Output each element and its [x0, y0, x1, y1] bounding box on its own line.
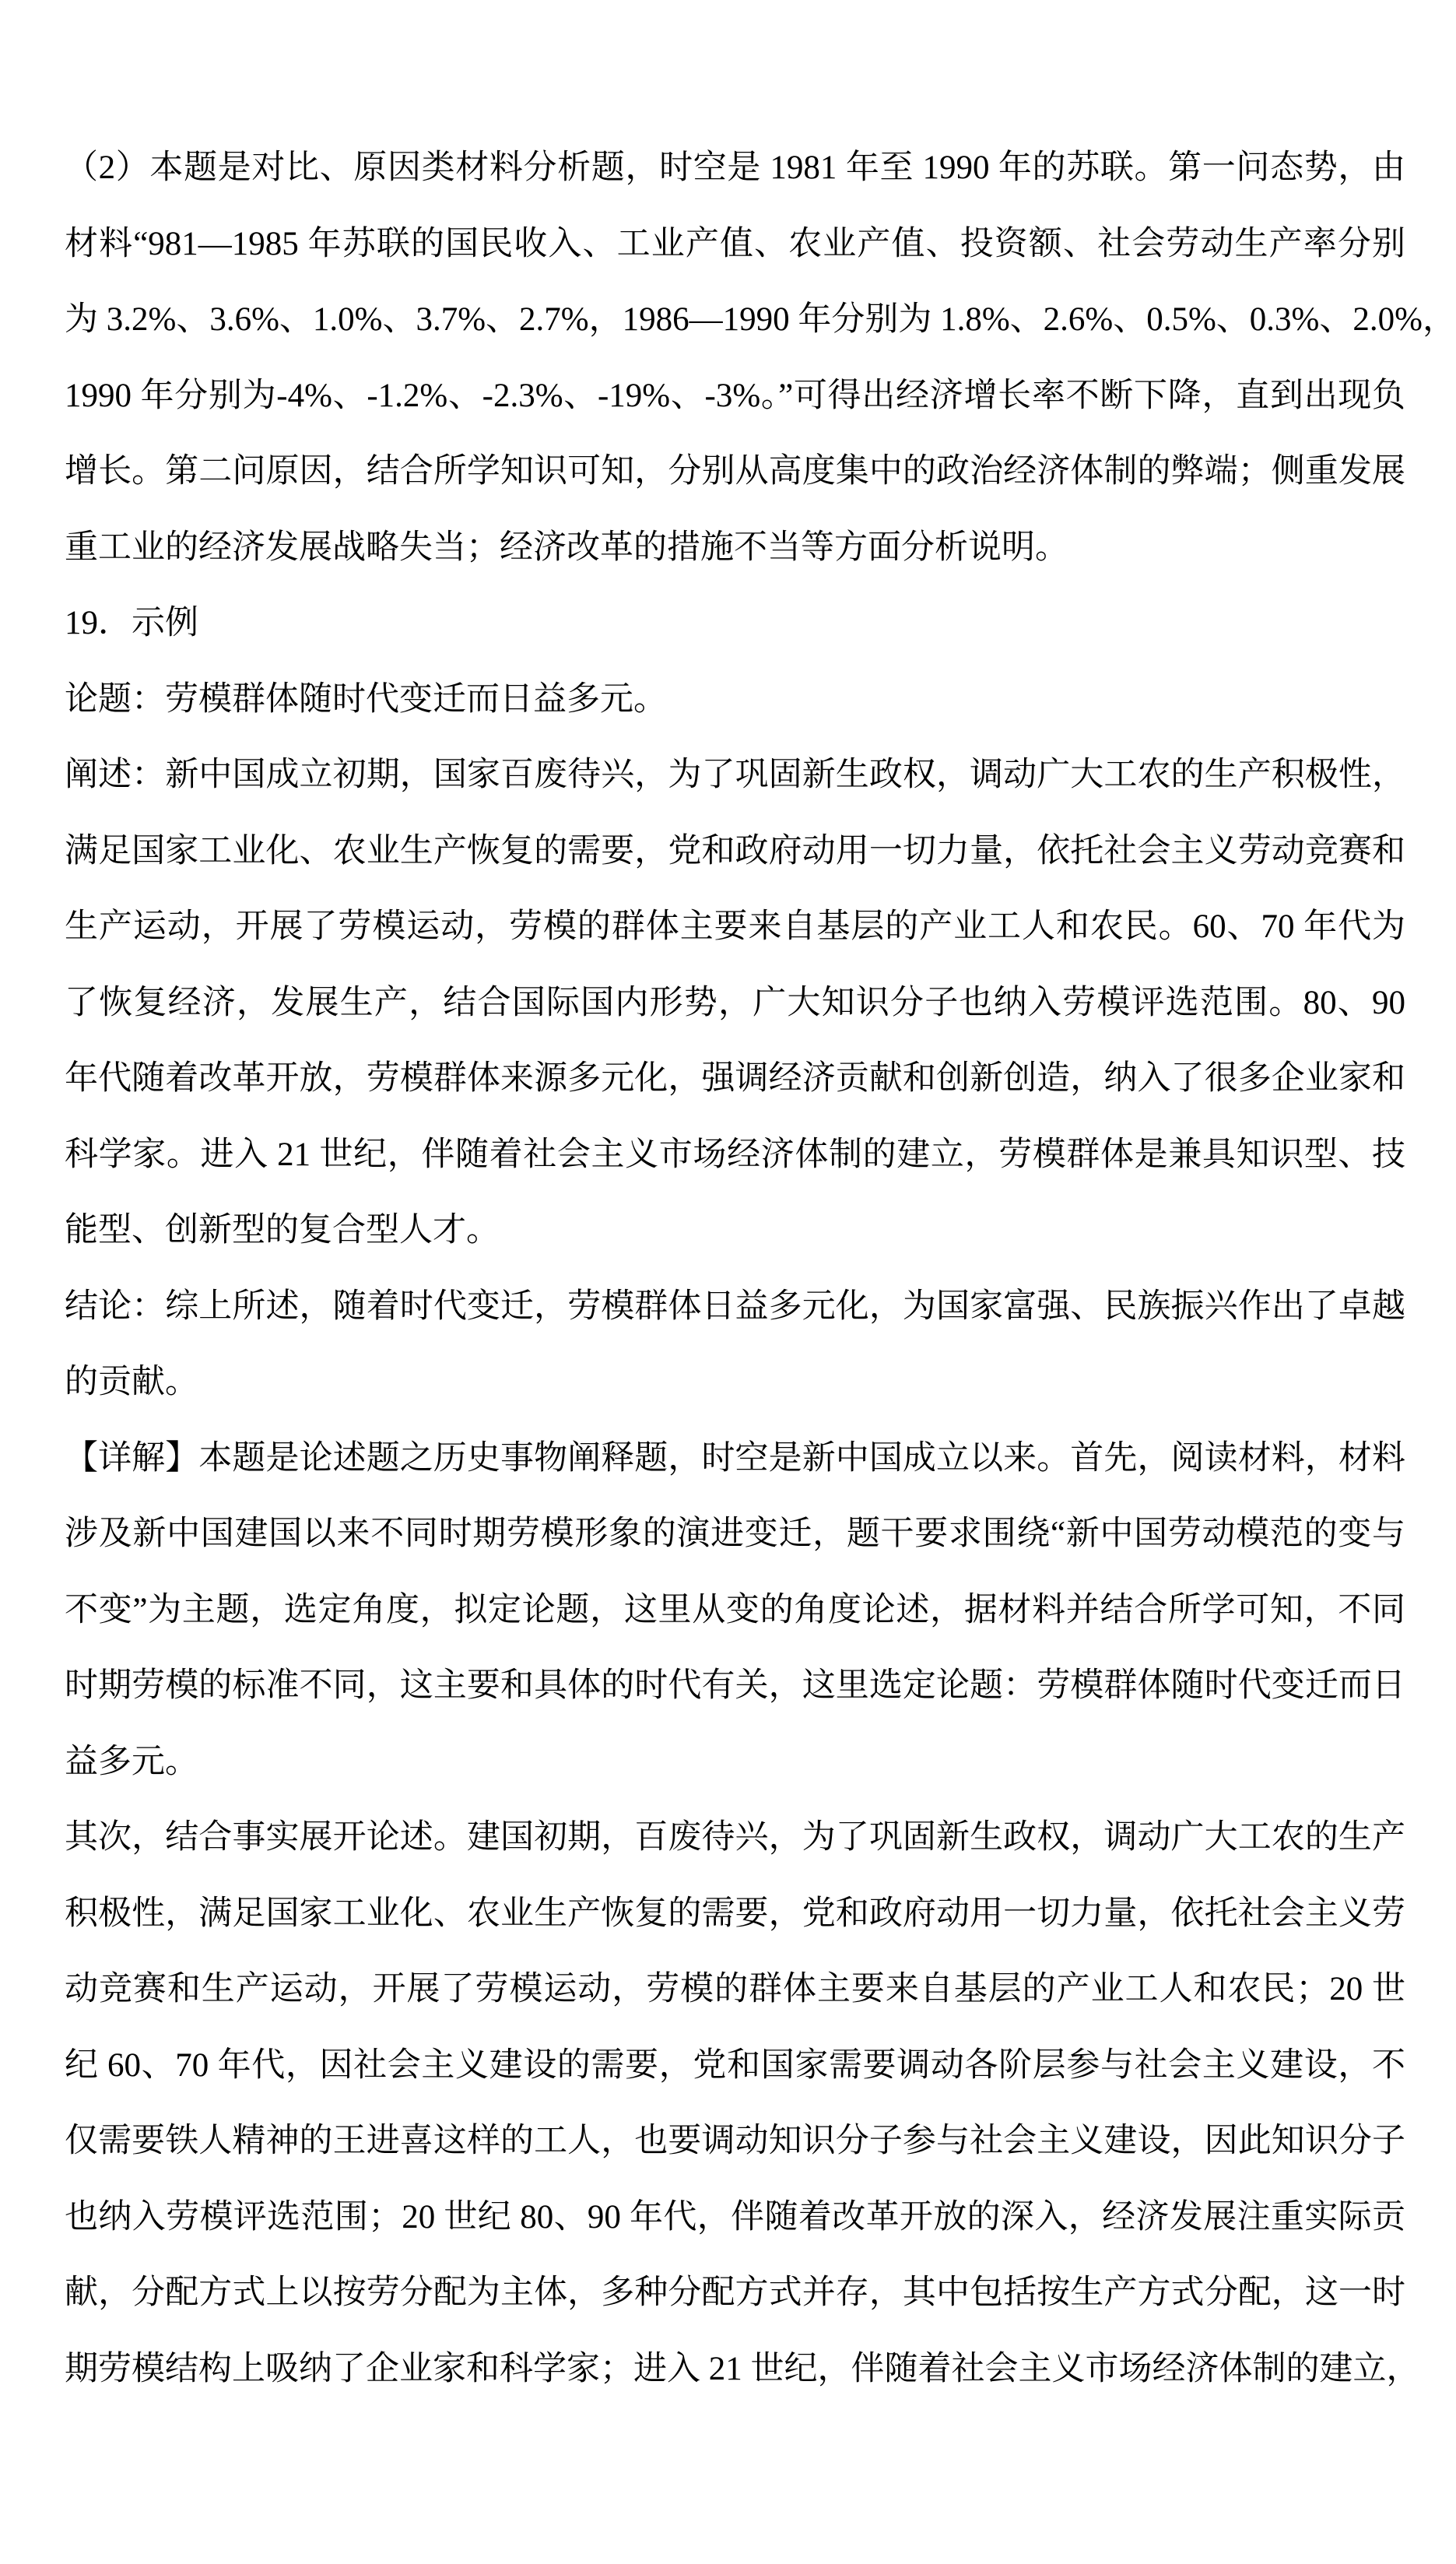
argument-line-3: 动竞赛和生产运动，开展了劳模运动，劳模的群体主要来自基层的产业工人和农民；20 世 — [65, 1971, 1405, 2007]
answer-2-line-4: 1990 年分别为-4%、-1.2%、-2.3%、-19%、-3%。”可得出经济增长率不断下降，直到出现负 — [65, 378, 1405, 414]
explanation-line-4: 时期劳模的标准不同，这主要和具体的时代有关，这里选定论题：劳模群体随时代变迁而日 — [65, 1667, 1405, 1704]
thesis-line: 论题：劳模群体随时代变迁而日益多元。 — [65, 681, 667, 718]
argument-line-1: 其次，结合事实展开论述。建国初期，百废待兴，为了巩固新生政权，调动广大工农的生产 — [65, 1819, 1405, 1856]
conclusion-line-2: 的贡献。 — [65, 1364, 198, 1400]
explanation-line-3: 不变”为主题，选定角度，拟定论题，这里从变的角度论述，据材料并结合所学可知，不同 — [65, 1592, 1405, 1628]
answer-2-line-1: （2）本题是对比、原因类材料分析题，时空是 1981 年至 1990 年的苏联。第一问态势，由 — [65, 149, 1405, 186]
elaboration-line-4: 了恢复经济，发展生产，结合国际国内形势，广大知识分子也纳入劳模评选范围。80、90 — [65, 985, 1405, 1021]
argument-line-6: 也纳入劳模评选范围；20 世纪 80、90 年代，伴随着改革开放的深入，经济发展注重实际贡 — [65, 2199, 1405, 2236]
elaboration-line-7: 能型、创新型的复合型人才。 — [65, 1212, 500, 1249]
argument-line-5: 仅需要铁人精神的王进喜这样的工人，也要调动知识分子参与社会主义建设，因此知识分子 — [65, 2123, 1405, 2159]
elaboration-line-6: 科学家。进入 21 世纪，伴随着社会主义市场经济体制的建立，劳模群体是兼具知识型、技 — [65, 1136, 1405, 1173]
argument-line-7: 献，分配方式上以按劳分配为主体，多种分配方式并存，其中包括按生产方式分配，这一时 — [65, 2274, 1405, 2311]
explanation-line-5: 益多元。 — [65, 1744, 198, 1780]
conclusion-line-1: 结论：综上所述，随着时代变迁，劳模群体日益多元化，为国家富强、民族振兴作出了卓越 — [65, 1288, 1405, 1325]
explanation-line-2: 涉及新中国建国以来不同时期劳模形象的演进变迁，题干要求围绕“新中国劳动模范的变与 — [65, 1516, 1405, 1552]
argument-line-4: 纪 60、70 年代，因社会主义建设的需要，党和国家需要调动各阶层参与社会主义建设，不 — [65, 2047, 1405, 2084]
argument-line-2: 积极性，满足国家工业化、农业生产恢复的需要，党和政府动用一切力量，依托社会主义劳 — [65, 1895, 1405, 1932]
answer-2-line-3: 为 3.2%、3.6%、1.0%、3.7%、2.7%，1986—1990 年分别为 1.8%、2.6%、0.5%、0.3%、2.0%， — [65, 301, 1456, 338]
answer-2-line-2: 材料“981—1985 年苏联的国民收入、工业产值、农业产值、投资额、社会劳动生产率分别 — [65, 226, 1405, 262]
question-19-heading: 19．示例 — [65, 605, 198, 641]
elaboration-line-2: 满足国家工业化、农业生产恢复的需要，党和政府动用一切力量，依托社会主义劳动竞赛和 — [65, 833, 1405, 869]
elaboration-line-5: 年代随着改革开放，劳模群体来源多元化，强调经济贡献和创新创造，纳入了很多企业家和 — [65, 1060, 1405, 1097]
elaboration-line-1: 阐述：新中国成立初期，国家百废待兴，为了巩固新生政权，调动广大工农的生产积极性， — [65, 757, 1405, 793]
explanation-line-1: 【详解】本题是论述题之历史事物阐释题，时空是新中国成立以来。首先，阅读材料，材料 — [65, 1440, 1405, 1477]
answer-2-line-6: 重工业的经济发展战略失当；经济改革的措施不当等方面分析说明。 — [65, 529, 1068, 566]
answer-2-line-5: 增长。第二问原因，结合所学知识可知，分别从高度集中的政治经济体制的弊端；侧重发展 — [65, 453, 1405, 490]
argument-line-8: 期劳模结构上吸纳了企业家和科学家；进入 21 世纪，伴随着社会主义市场经济体制的建立， — [65, 2351, 1420, 2387]
elaboration-line-3: 生产运动，开展了劳模运动，劳模的群体主要来自基层的产业工人和农民。60、70 年代为 — [65, 908, 1405, 945]
